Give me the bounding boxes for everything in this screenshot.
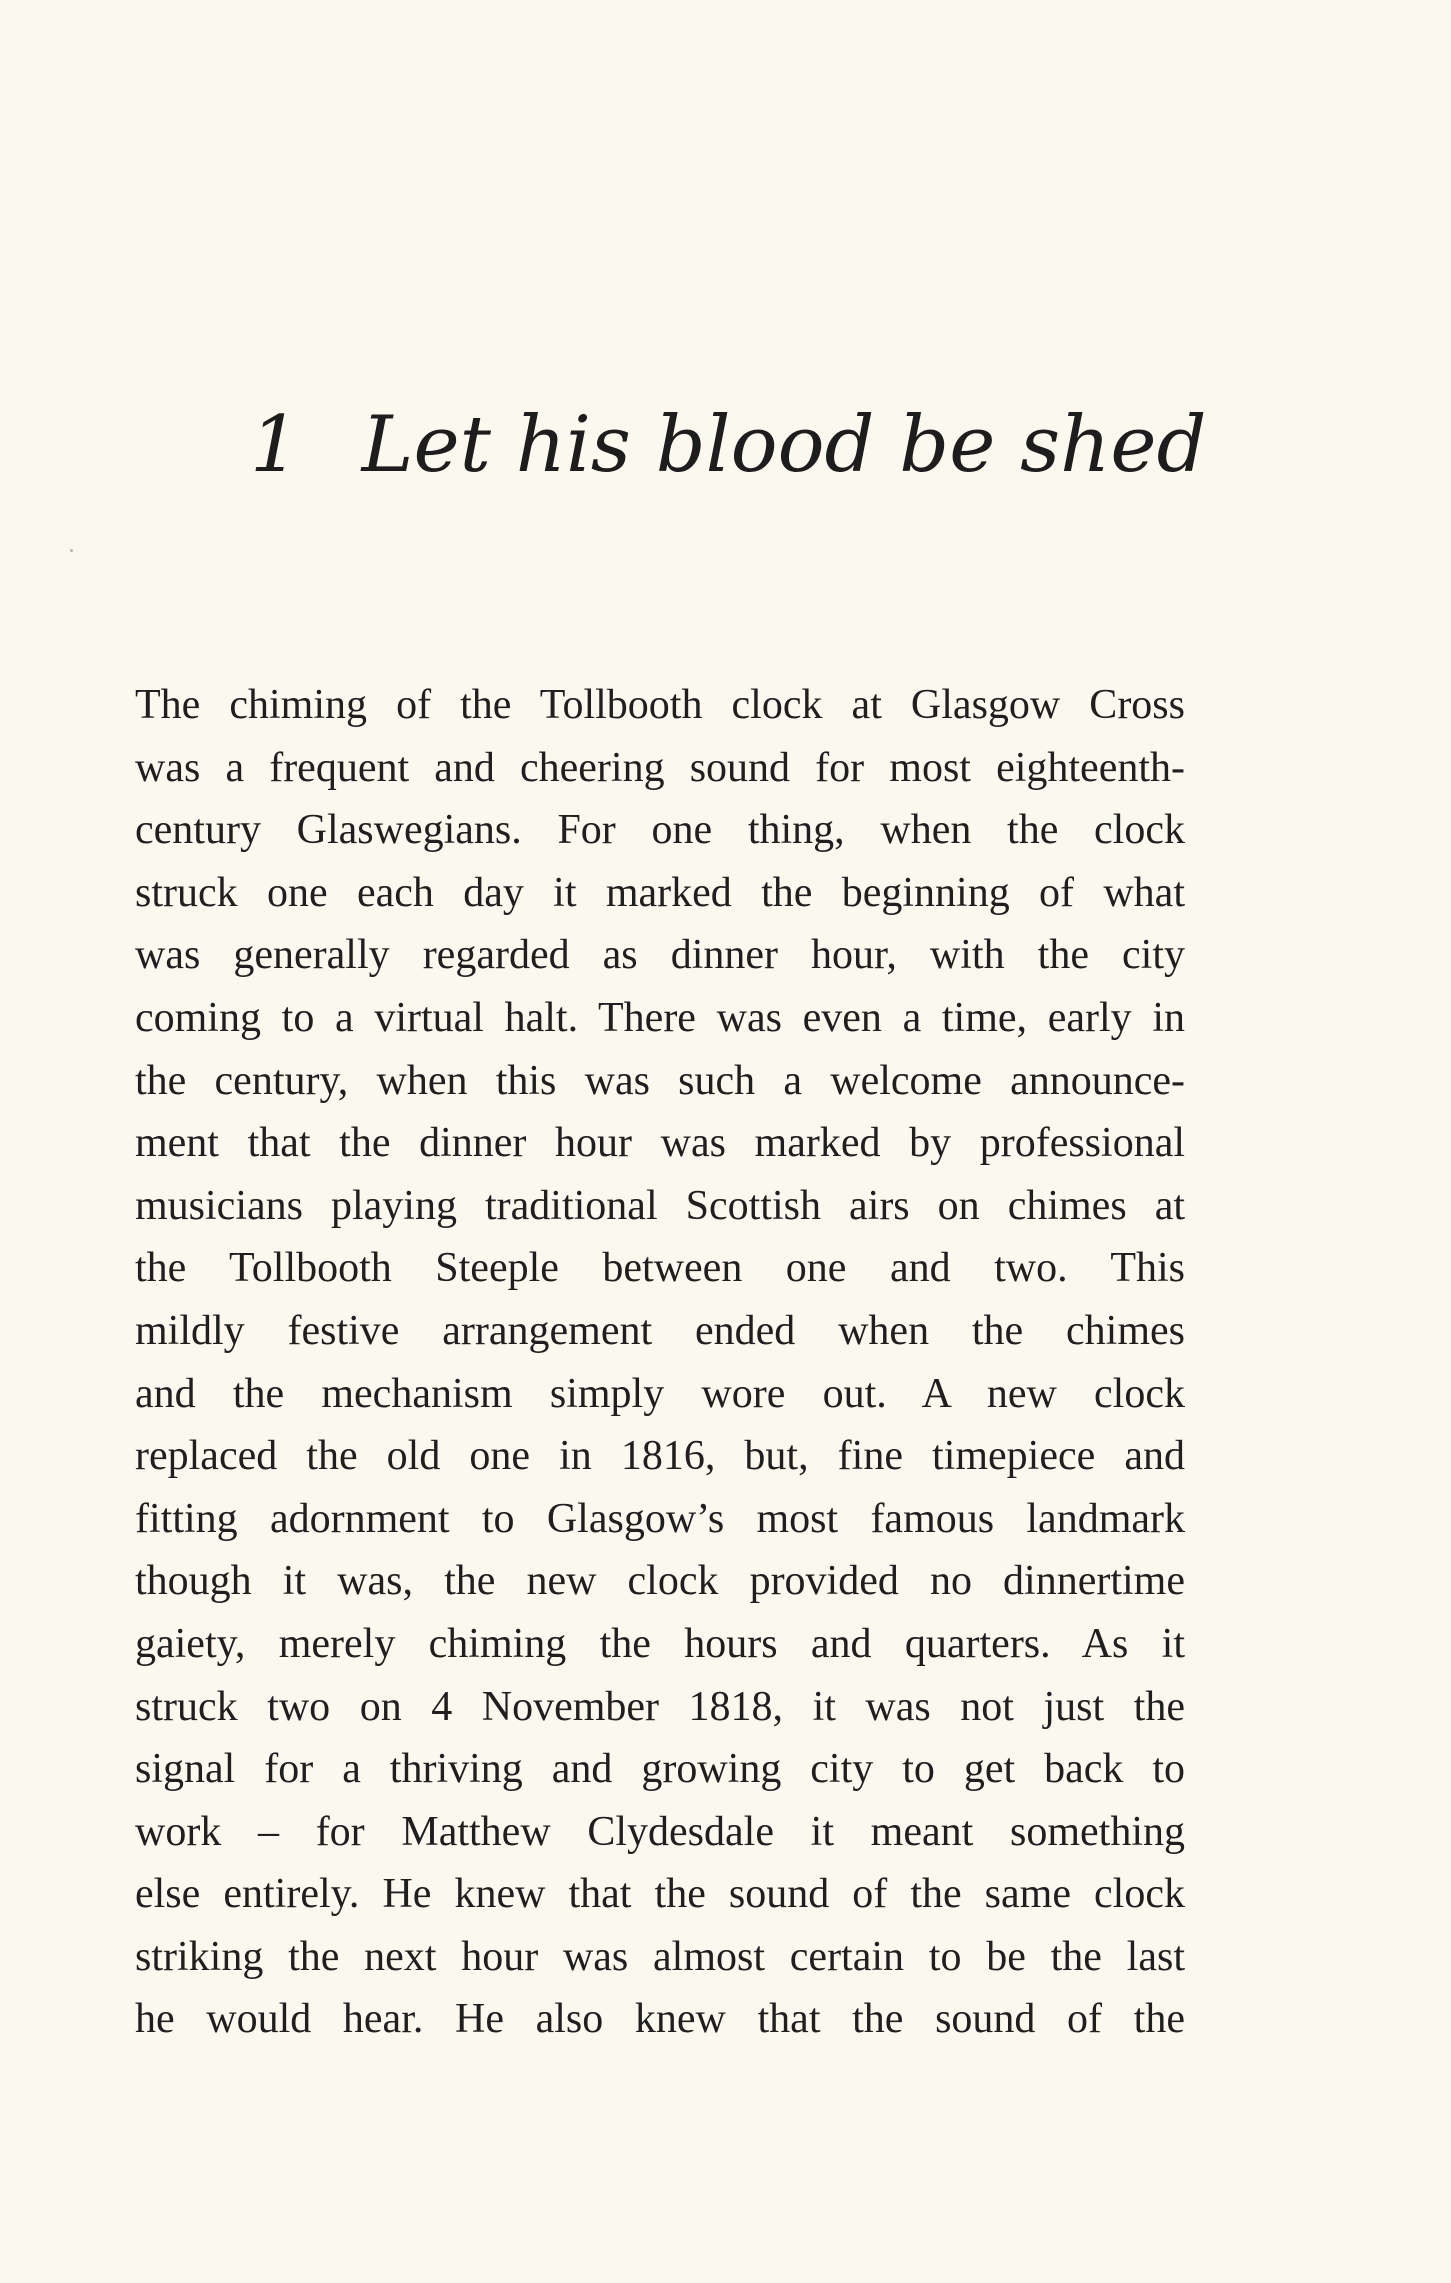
text-line: gaiety, merely chiming the hours and quarters. As it xyxy=(135,1620,1185,1667)
text-line: work – for Matthew Clydesdale it meant something xyxy=(135,1808,1185,1855)
text-line: the century, when this was such a welcome announce- xyxy=(135,1057,1185,1104)
body-paragraph xyxy=(135,674,1185,2051)
text-line: striking the next hour was almost certain to be the last xyxy=(135,1933,1185,1980)
text-line: was a frequent and cheering sound for most eighteenth- xyxy=(135,744,1185,791)
text-line: and the mechanism simply wore out. A new clock xyxy=(135,1370,1185,1417)
text-line: musicians playing traditional Scottish airs on chimes at xyxy=(135,1182,1185,1229)
chapter-number: 1 xyxy=(250,400,300,490)
text-line: the Tollbooth Steeple between one and two. This xyxy=(135,1245,1185,1292)
text-line: The chiming of the Tollbooth clock at Glasgow Cross xyxy=(135,682,1185,728)
text-line: century Glaswegians. For one thing, when the clock xyxy=(135,807,1185,854)
text-line: fitting adornment to Glasgow’s most famous landmark xyxy=(135,1495,1185,1542)
text-line: mildly festive arrangement ended when the chimes xyxy=(135,1307,1185,1354)
text-line: struck two on 4 November 1818, it was not just the xyxy=(135,1683,1185,1730)
text-line: ment that the dinner hour was marked by professional xyxy=(135,1120,1185,1167)
text-line: struck one each day it marked the beginning of what xyxy=(135,869,1185,916)
text-line: else entirely. He knew that the sound of the same clock xyxy=(135,1871,1185,1918)
text-line: replaced the old one in 1816, but, fine timepiece and xyxy=(135,1433,1185,1480)
text-line: coming to a virtual halt. There was even a time, early in xyxy=(135,994,1185,1041)
chapter-title: Let his blood be shed xyxy=(361,400,1207,490)
text-line: though it was, the new clock provided no dinnertime xyxy=(135,1558,1185,1605)
text-line: was generally regarded as dinner hour, with the city xyxy=(135,932,1185,979)
text-line: he would hear. He also knew that the sound of the xyxy=(135,1996,1185,2043)
paper-speck xyxy=(70,549,73,552)
text-line: signal for a thriving and growing city to get back to xyxy=(135,1746,1185,1793)
chapter-heading xyxy=(250,385,1207,505)
